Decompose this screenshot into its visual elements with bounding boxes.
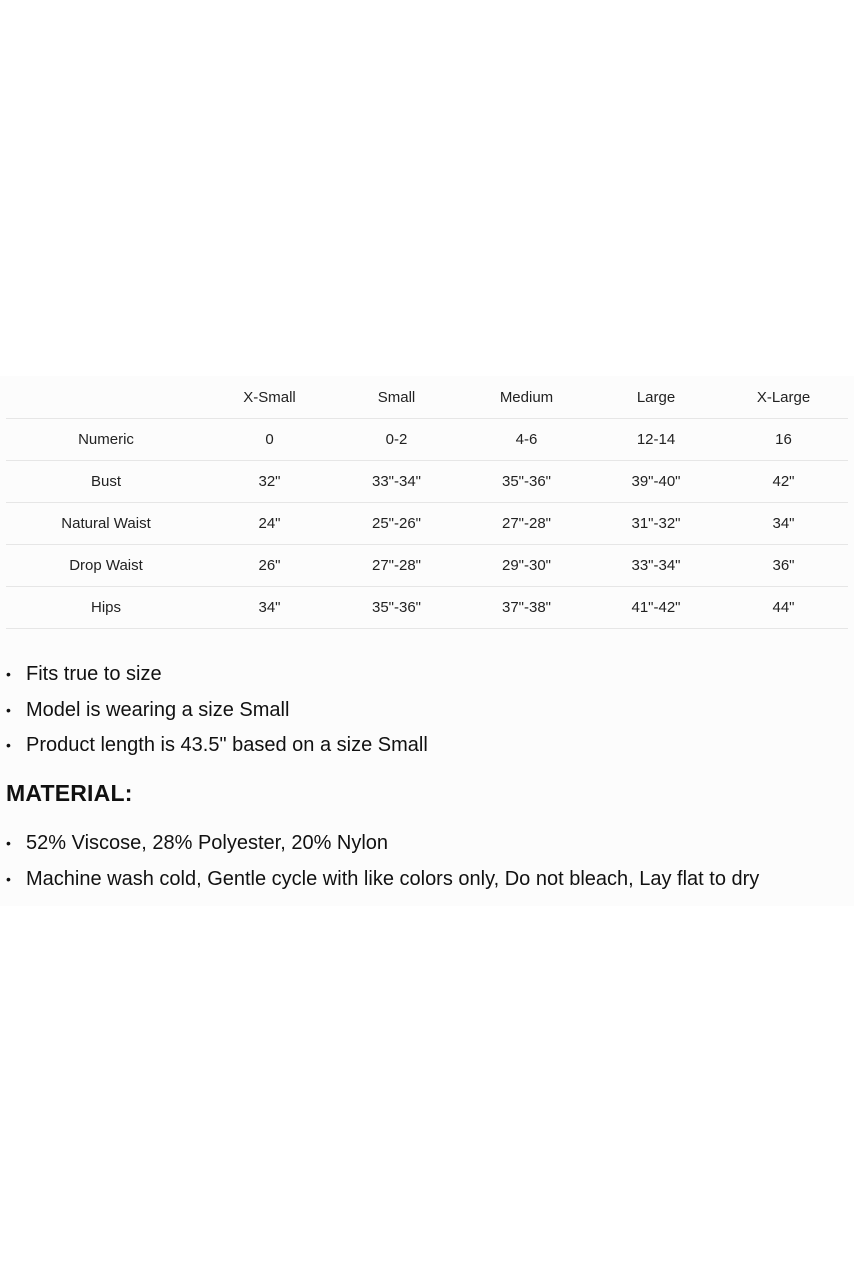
size-header-large: Large — [593, 377, 719, 419]
measurement-value: 24" — [206, 503, 333, 545]
measurement-value: 29"-30" — [460, 545, 593, 587]
measurement-value: 27"-28" — [460, 503, 593, 545]
material-item-text: 52% Viscose, 28% Polyester, 20% Nylon — [26, 832, 389, 854]
fit-note-text: Product length is 43.5" based on a size Small — [26, 734, 428, 756]
measurement-label: Hips — [6, 587, 206, 629]
size-chart-header-row — [6, 377, 848, 419]
list-item — [0, 728, 428, 764]
measurement-value: 12-14 — [593, 419, 719, 461]
measurement-value: 32" — [206, 461, 333, 503]
list-item — [0, 862, 759, 898]
measurement-value: 31"-32" — [593, 503, 719, 545]
measurement-value: 44" — [719, 587, 848, 629]
size-header-x-large: X-Large — [719, 377, 848, 419]
size-row-drop-waist — [6, 545, 848, 587]
measurement-value: 0 — [206, 419, 333, 461]
material-item-text: Machine wash cold, Gentle cycle with like colors only, Do not bleach, Lay flat to dry — [26, 867, 760, 890]
list-item — [0, 657, 428, 693]
size-row-natural-waist — [6, 503, 848, 545]
measurement-value: 4-6 — [460, 419, 593, 461]
bullet-icon: • — [6, 870, 11, 887]
measurement-value: 36" — [719, 545, 848, 587]
measurement-value: 39"-40" — [593, 461, 719, 503]
bullet-icon: • — [6, 737, 11, 753]
size-row-hips — [6, 587, 848, 629]
measurement-value: 35"-36" — [460, 461, 593, 503]
size-header-medium: Medium — [460, 377, 593, 419]
size-chart-corner-cell — [6, 377, 206, 419]
measurement-value: 16 — [719, 419, 848, 461]
fit-note-text: Model is wearing a size Small — [26, 698, 290, 721]
fit-note-text: Fits true to size — [26, 663, 162, 685]
measurement-value: 25"-26" — [333, 503, 460, 545]
measurement-value: 0-2 — [333, 419, 460, 461]
measurement-value: 37"-38" — [460, 587, 593, 629]
list-item — [0, 693, 428, 729]
measurement-label: Numeric — [6, 419, 206, 461]
measurement-value: 42" — [719, 461, 848, 503]
bullet-icon: • — [6, 666, 11, 682]
material-heading: MATERIAL: — [6, 780, 133, 806]
measurement-value: 34" — [206, 587, 333, 629]
fit-notes-list — [0, 657, 428, 764]
measurement-label: Drop Waist — [6, 545, 206, 587]
measurement-label: Bust — [6, 461, 206, 503]
measurement-value: 33"-34" — [593, 545, 719, 587]
material-list — [0, 826, 759, 897]
size-chart-table — [6, 377, 848, 629]
measurement-value: 41"-42" — [593, 587, 719, 629]
size-row-bust — [6, 461, 848, 503]
size-header-small: Small — [333, 377, 460, 419]
size-row-numeric — [6, 419, 848, 461]
measurement-value: 27"-28" — [333, 545, 460, 587]
bullet-icon: • — [6, 835, 11, 851]
list-item — [0, 826, 759, 862]
measurement-value: 26" — [206, 545, 333, 587]
measurement-value: 33"-34" — [333, 461, 460, 503]
measurement-value: 34" — [719, 503, 848, 545]
measurement-value: 35"-36" — [333, 587, 460, 629]
size-header-x-small: X-Small — [206, 377, 333, 419]
measurement-label: Natural Waist — [6, 503, 206, 545]
bullet-icon: • — [6, 701, 11, 718]
